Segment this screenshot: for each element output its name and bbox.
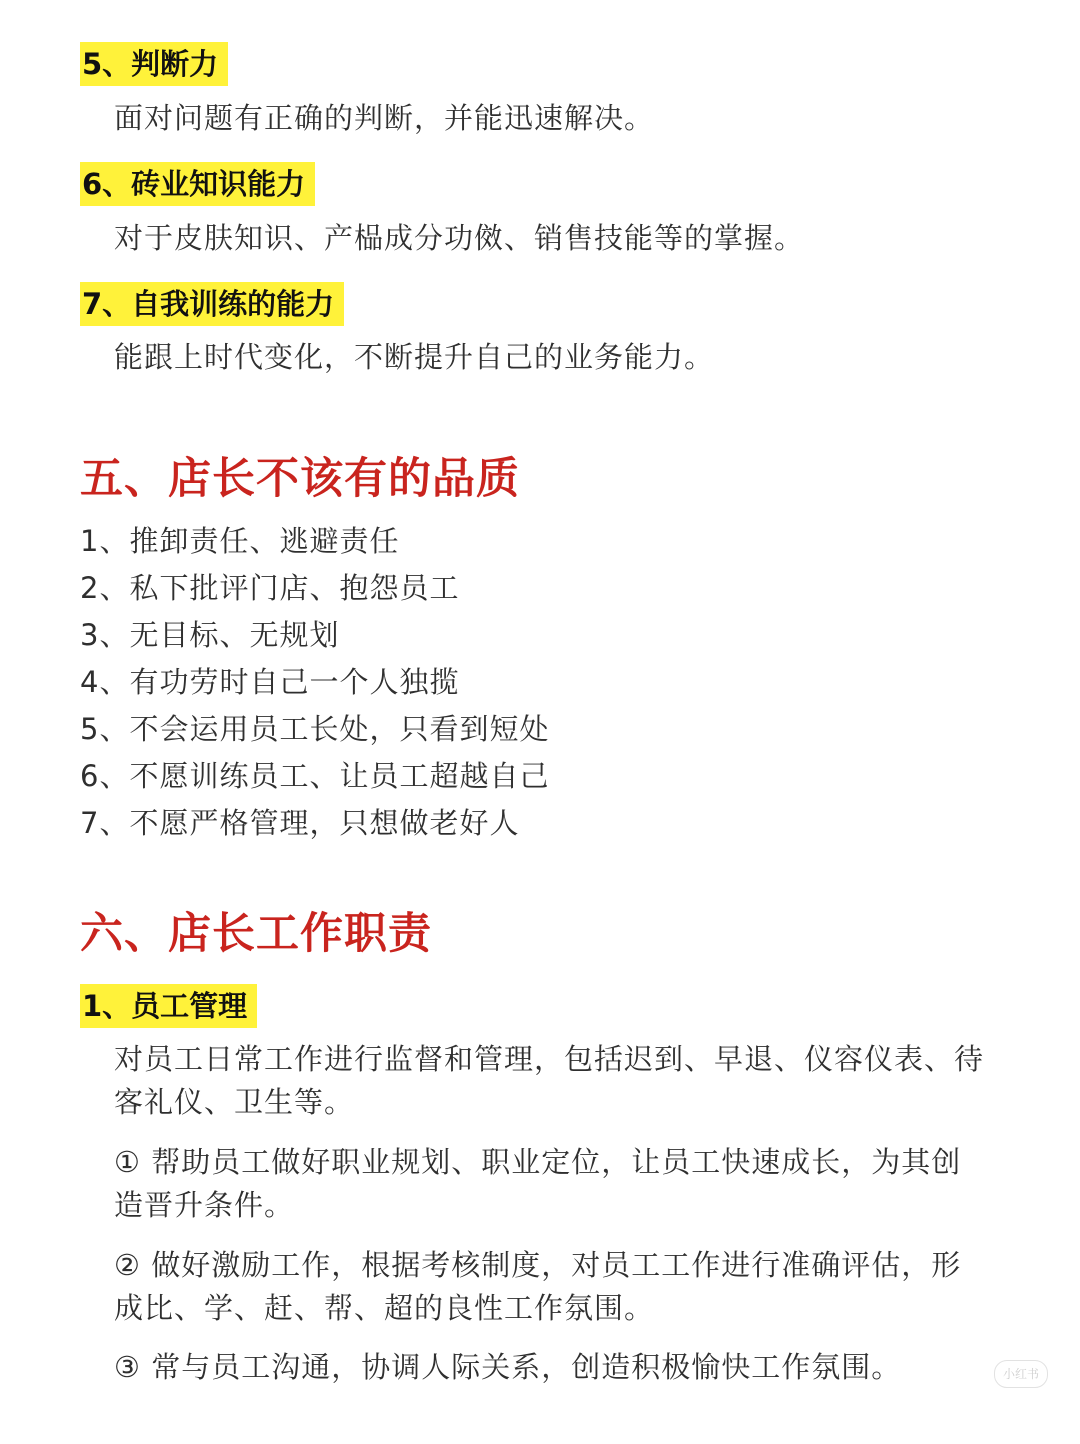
duty-paragraph-3: ③ 常与员工沟通，协调人际关系，创造积极愉快工作氛围。 — [114, 1350, 902, 1384]
list-item: 3、无目标、无规划 — [80, 618, 340, 652]
item-text-professional-knowledge: 对于皮肤知识、产榀成分功傚、销售技能等的掌握。 — [114, 221, 805, 255]
duty-paragraph-1: ① 帮助员工做好职业规划、职业定位，让员工快速成长，为其创造晋升条件。 — [114, 1145, 962, 1222]
duty-paragraph-intro: 对员工日常工作进行监督和管理，包括迟到、早退、仪容仪表、待客礼仪、卫生等。 — [114, 1042, 985, 1119]
item-text-judgment: 面对问题有正确的判断，并能迅速解决。 — [114, 101, 655, 135]
duty-paragraph-2: ② 做好激励工作，根据考核制度，对员工工作进行准确评估，形成比、学、赶、帮、超的良性工作氛围。 — [114, 1248, 962, 1325]
watermark-logo: 小红书 — [994, 1360, 1048, 1388]
item-heading-professional-knowledge: 6、砖业知识能力 — [80, 162, 315, 206]
list-item: 7、不愿严格管理，只想做老好人 — [80, 806, 520, 840]
list-item: 6、不愿训练员工、让员工超越自己 — [80, 759, 550, 793]
sub-heading-staff-management: 1、员工管理 — [80, 984, 257, 1028]
bad-qualities-list — [80, 518, 549, 847]
item-heading-self-training: 7、自我训练的能力 — [80, 282, 344, 326]
item-heading-judgment: 5、判断力 — [80, 42, 228, 86]
section-title-bad-qualities: 五、店长不该有的品质 — [80, 454, 520, 504]
item-text-self-training: 能跟上时代变化，不断提升自己的业务能力。 — [114, 340, 715, 374]
list-item: 5、不会运用员工长处，只看到短处 — [80, 712, 550, 746]
list-item: 1、推卸责任、逃避责任 — [80, 524, 400, 558]
section-title-duties: 六、店长工作职责 — [80, 909, 432, 959]
list-item: 2、私下批评门店、抱怨员工 — [80, 571, 460, 605]
list-item: 4、有功劳时自己一个人独揽 — [80, 665, 460, 699]
